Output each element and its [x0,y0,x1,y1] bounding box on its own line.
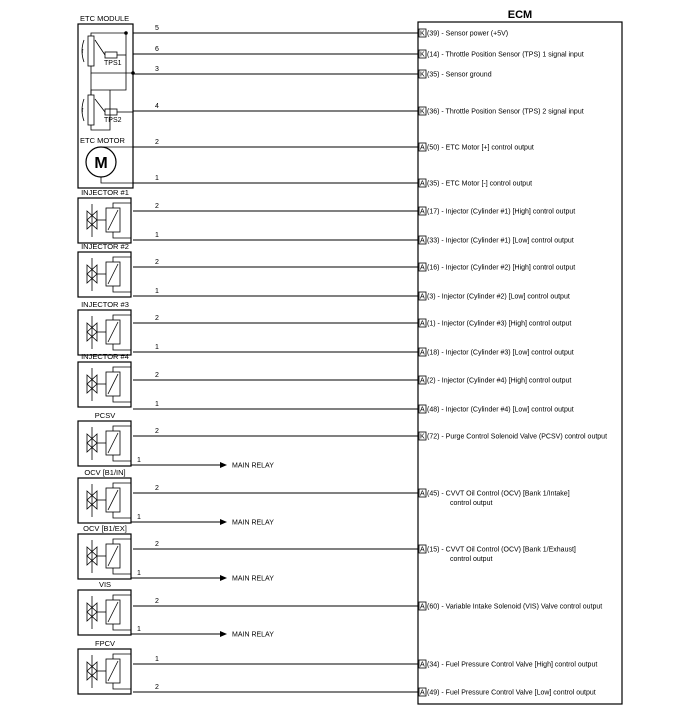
pin-number: 3 [155,66,159,73]
connector-letter: A [420,293,425,301]
connector-letter: A [420,144,425,152]
connector-letter: A [420,490,425,498]
ecm-pin-label: (49) - Fuel Pressure Control Valve [Low] control output [427,689,596,697]
ecm-pin-label: (1) - Injector (Cylinder #3) [High] control output [427,320,572,328]
arrow-right-icon [220,575,227,581]
ecm-pin-label: (35) - ETC Motor [-] control output [427,180,533,188]
connector-letter: A [420,208,425,216]
ecm-pin-label: (39) - Sensor power (+5V) [427,30,509,38]
connector-letter: K [420,71,425,79]
etc-motor [86,147,133,183]
ecm-pin-label: (36) - Throttle Position Sensor (TPS) 2 signal input [427,108,584,116]
main-relay-label: MAIN RELAY [232,575,274,583]
solenoid-4 [78,352,131,407]
arrow-right-icon [220,462,227,468]
pin-number: 2 [155,259,159,266]
tps2-label: TPS2 [104,117,122,124]
main-relay-label: MAIN RELAY [232,631,274,639]
pin-number: 1 [155,175,159,182]
connector-letter: A [420,180,425,188]
solenoid-3 [78,300,131,355]
pin-number: 2 [155,541,159,548]
pin-number: 2 [155,428,159,435]
svg-text:↑: ↑ [81,107,85,114]
ecm-pin-label: (18) - Injector (Cylinder #3) [Low] control output [427,349,574,357]
connector-letter: K [420,30,425,38]
ecm-title: ECM [507,9,533,21]
pin-number: 2 [155,598,159,605]
pin-number: 2 [155,485,159,492]
pin-number: 2 [155,203,159,210]
component-label: PCSV [94,411,116,420]
connector-letter: A [420,406,425,414]
connector-letter: K [420,108,425,116]
component-label: INJECTOR #3 [81,300,129,309]
ecm-pin-label: (48) - Injector (Cylinder #4) [Low] control output [427,406,574,414]
solenoid-9 [78,639,131,694]
ecm-pin-label: (60) - Variable Intake Solenoid (VIS) Valve control output [427,603,603,611]
ecm-pin-label: (45) - CVVT Oil Control (OCV) [Bank 1/Intake] [427,490,570,498]
connector-letter: A [420,349,425,357]
svg-text:↑: ↑ [81,48,85,55]
tps1-label: TPS1 [104,60,122,67]
pin-number: 1 [155,401,159,408]
solenoid-5 [78,411,274,470]
ecm-box [418,22,622,704]
ecm-pin-label: (16) - Injector (Cylinder #2) [High] control output [427,264,576,272]
main-relay-label: MAIN RELAY [232,462,274,470]
pin-number: 1 [155,344,159,351]
solenoid-8 [78,580,274,639]
solenoid-7 [78,524,274,583]
ecm-pin-label-cont: control output [450,500,493,507]
ecm-pin-label: (17) - Injector (Cylinder #1) [High] control output [427,208,576,216]
ecm-pin-label: (35) - Sensor ground [427,71,492,79]
relay-pin-number: 1 [137,570,141,577]
connector-letter: A [420,603,425,611]
connector-letter: A [420,661,425,669]
solenoid-2 [78,242,131,297]
ecm-pin-label: (50) - ETC Motor [+] control output [427,144,534,152]
solenoid-6 [78,468,274,527]
ecm-pin-label: (72) - Purge Control Solenoid Valve (PCSV) control output [427,433,608,441]
connector-letter: K [420,433,425,441]
pin-number: 2 [155,315,159,322]
pin-number: 2 [155,372,159,379]
connector-letter: A [420,689,425,697]
main-relay-label: MAIN RELAY [232,519,274,527]
relay-pin-number: 1 [137,457,141,464]
component-label: FPCV [94,639,116,648]
motor-symbol: M [94,155,108,172]
pin-number: 2 [155,139,159,146]
ecm-pin-label: (2) - Injector (Cylinder #4) [High] control output [427,377,572,385]
component-label: OCV [B1/IN] [84,468,126,477]
ecm-pin-label-cont: control output [450,556,493,563]
pin-number: 2 [155,684,159,691]
connector-letter: A [420,546,425,554]
component-label: INJECTOR #4 [81,352,129,361]
component-label: OCV [B1/EX] [83,524,127,533]
pin-number: 1 [155,288,159,295]
connector-letter: A [420,264,425,272]
relay-pin-number: 1 [137,514,141,521]
component-label: INJECTOR #1 [81,188,129,197]
arrow-right-icon [220,631,227,637]
ecm-pin-label: (34) - Fuel Pressure Control Valve [High] control output [427,661,598,669]
pin-number: 1 [155,232,159,239]
connector-letter: A [420,237,425,245]
pin-number: 4 [155,103,159,110]
relay-pin-number: 1 [137,626,141,633]
component-label: INJECTOR #2 [81,242,129,251]
etc-motor-label: ETC MOTOR [80,136,125,145]
ecm-pin-label: (33) - Injector (Cylinder #1) [Low] control output [427,237,574,245]
ecm-pin-label: (14) - Throttle Position Sensor (TPS) 1 signal input [427,51,584,59]
arrow-right-icon [220,519,227,525]
etc-module-label: ETC MODULE [80,14,130,23]
solenoid-1 [78,188,131,243]
ecm-pin-label: (15) - CVVT Oil Control (OCV) [Bank 1/Exhaust] [427,546,576,554]
connector-letter: A [420,377,425,385]
component-label: VIS [98,580,112,589]
tps2-sensor [81,33,133,130]
ecm-pin-label: (3) - Injector (Cylinder #2) [Low] control output [427,293,570,301]
tps1-sensor [81,33,133,73]
connector-letter: A [420,320,425,328]
connector-letter: K [420,51,425,59]
pin-number: 1 [155,656,159,663]
pin-number: 5 [155,25,159,32]
pin-number: 6 [155,46,159,53]
